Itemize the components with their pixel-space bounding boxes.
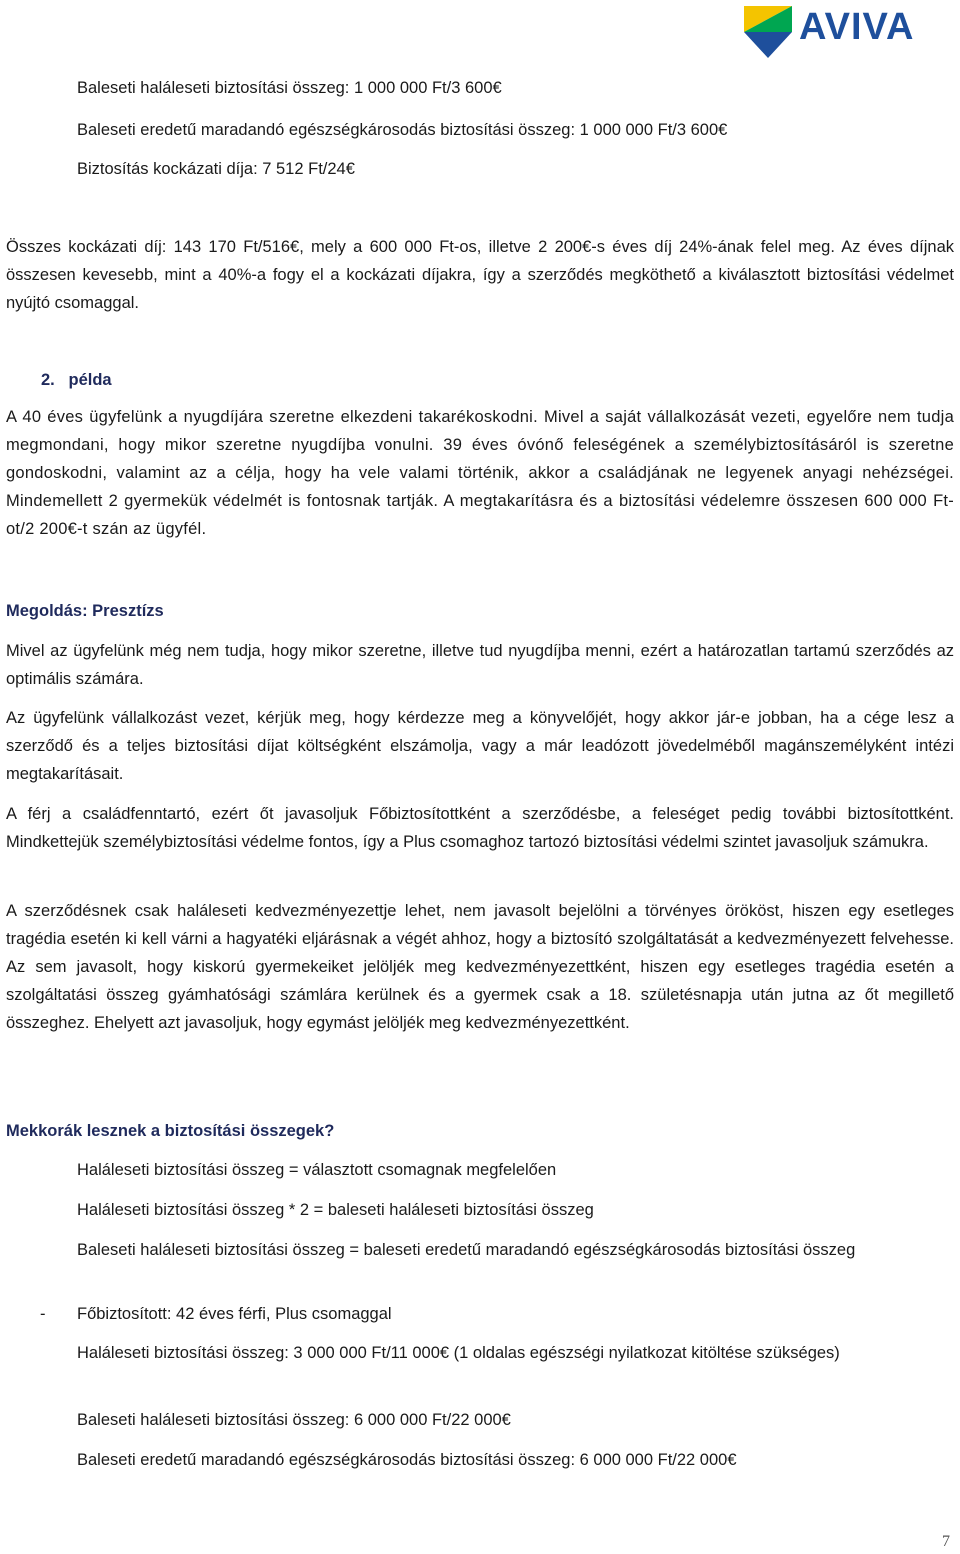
page-number: 7 bbox=[942, 1533, 950, 1550]
sums-rule-1: Haláleseti biztosítási összeg = választott csomagnak megfelelően bbox=[77, 1161, 557, 1179]
top-line-2: Baleseti eredetű maradandó egészségkárosodás biztosítási összeg: 1 000 000 Ft/3 600€ bbox=[77, 121, 728, 139]
list-dash: - bbox=[40, 1305, 46, 1323]
sums-rule-2: Haláleseti biztosítási összeg * 2 = baleseti haláleseti biztosítási összeg bbox=[77, 1201, 594, 1219]
aviva-logo bbox=[742, 2, 960, 60]
main-insured-line: Főbiztosított: 42 éves férfi, Plus csomaggal bbox=[77, 1305, 392, 1323]
total-fee-paragraph: Összes kockázati díj: 143 170 Ft/516€, mely a 600 000 Ft-os, illetve 2 200€-s éves díj 24%-ának felel meg. Az éves díjnak összesen kevesebb, mint a 40%-a fogy el a kockázati díjakra, így a szerződés megköthető a kiválasztott biztosítási védelmet nyújtó csomaggal. bbox=[6, 238, 954, 312]
solution-heading: Megoldás: Presztízs bbox=[6, 602, 164, 620]
insured-accident-death-sum: Baleseti haláleseti biztosítási összeg: 6 000 000 Ft/22 000€ bbox=[77, 1411, 511, 1429]
top-line-3: Biztosítás kockázati díja: 7 512 Ft/24€ bbox=[77, 160, 355, 178]
insured-death-sum: Haláleseti biztosítási összeg: 3 000 000 Ft/11 000€ (1 oldalas egészségi nyilatkozat kitöltése szükséges) bbox=[77, 1344, 840, 1362]
solution-paragraph-1: Mivel az ügyfelünk még nem tudja, hogy mikor szeretne, illetve tud nyugdíjba menni, ezért a határozatlan tartamú szerződés az optimális számára. bbox=[6, 642, 954, 688]
sums-rule-3: Baleseti haláleseti biztosítási összeg = baleseti eredetű maradandó egészségkárosodás biztosítási összeg bbox=[77, 1241, 856, 1259]
insured-accident-injury-sum: Baleseti eredetű maradandó egészségkárosodás biztosítási összeg: 6 000 000 Ft/22 000€ bbox=[77, 1451, 737, 1469]
top-line-1: Baleseti haláleseti biztosítási összeg: 1 000 000 Ft/3 600€ bbox=[77, 79, 502, 97]
example-text: A 40 éves ügyfelünk a nyugdíjára szeretne elkezdeni takarékoskodni. Mivel a saját vállalkozását vezeti, egyelőre nem tudja megmondani, hogy mikor szeretne nyugdíjba vonulni. 39 éves óvónő feleségének a személybiztosításáról is szeretne gondoskodni, valamint az a célja, hogy ha vele valami történik, akkor a családjának ne legyenek anyagi nehézségei. Mindemellett 2 gyermekük védelmét is fontosnak tartják. A megtakarításra és a biztosítási védelemre összesen 600 000 Ft-ot/2 200€-t szán az ügyfél. bbox=[6, 408, 954, 538]
solution-paragraph-2: Az ügyfelünk vállalkozást vezet, kérjük meg, hogy kérdezze meg a könyvelőjét, hogy akkor jár-e jobban, ha a cége lesz a szerződő és a teljes biztosítási díjat költségként elszámolja, vagy a már leadózott jövedelméből magánszemélyként intézi megtakarításait. bbox=[6, 709, 954, 783]
aviva-logo-text: AVIVA bbox=[799, 6, 915, 48]
aviva-logo-mark-icon bbox=[742, 2, 798, 60]
sums-heading: Mekkorák lesznek a biztosítási összegek? bbox=[6, 1122, 335, 1140]
example-heading: 2. példa bbox=[41, 371, 112, 389]
solution-paragraph-3: A férj a családfenntartó, ezért őt javasoljuk Főbiztosítottként a szerződésbe, a feleséget pedig további biztosítottként. Mindkettejük személybiztosítási védelme fontos, így a Plus csomaghoz tartozó biztosítási védelmi szintet javasoljuk számukra. bbox=[6, 805, 954, 851]
solution-paragraph-4: A szerződésnek csak haláleseti kedvezményezettje lehet, nem javasolt bejelölni a törvényes örököst, hiszen egy esetleges tragédia esetén ki kell várni a hagyatéki eljárásnak a végét ahhoz, hogy a biztosító szolgáltatását a kedvezményezett felvehesse. Az sem javasolt, hogy kiskorú gyermekeiket jelöljék meg kedvezményezettként, hiszen egy esetleges tragédia esetén a szolgáltatási összeg gyámhatósági számlára kerülnek és a gyermek csak a 18. születésnapja után jutna az őt megillető összeghez. Ehelyett azt javasoljuk, hogy egymást jelöljék meg kedvezményezettként. bbox=[6, 902, 954, 1032]
